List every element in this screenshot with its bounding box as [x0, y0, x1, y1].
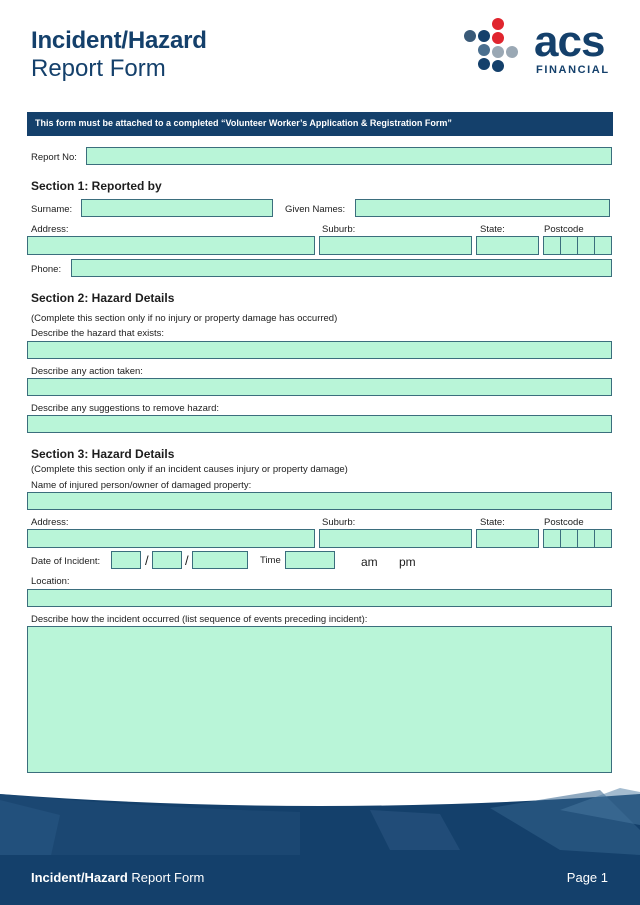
date-day-field[interactable] [111, 551, 141, 569]
suburb-label: Suburb: [322, 224, 356, 235]
describe-incident-field[interactable] [27, 626, 612, 773]
time-label: Time [260, 555, 281, 566]
date-separator: / [145, 553, 149, 568]
phone-field[interactable] [71, 259, 612, 277]
form-subtitle: Report Form [31, 55, 166, 82]
location-field[interactable] [27, 589, 612, 607]
suggestions-label: Describe any suggestions to remove hazard: [31, 403, 219, 414]
date-label: Date of Incident: [31, 556, 101, 567]
page-number: Page 1 [566, 870, 608, 885]
action-field[interactable] [27, 378, 612, 396]
report-no-field[interactable] [86, 147, 612, 165]
given-names-field[interactable] [355, 199, 610, 217]
given-names-label: Given Names: [285, 204, 346, 215]
section1-title: Section 1: Reported by [31, 179, 162, 193]
describe-label: Describe how the incident occurred (list sequence of events preceding incident): [31, 614, 368, 625]
hazard-label: Describe the hazard that exists: [31, 328, 165, 339]
postcode2-label: Postcode [544, 517, 584, 528]
state2-field[interactable] [476, 529, 539, 548]
section2-note: (Complete this section only if no injury or property damage has occurred) [31, 313, 338, 324]
postcode2-field[interactable] [543, 529, 612, 548]
logo-wordmark: acs [534, 17, 605, 66]
address-label: Address: [31, 224, 69, 235]
surname-label: Surname: [31, 204, 73, 215]
address2-label: Address: [31, 517, 69, 528]
injured-label: Name of injured person/owner of damaged property: [31, 480, 252, 491]
address2-field[interactable] [27, 529, 315, 548]
location-label: Location: [31, 576, 70, 587]
suburb-field[interactable] [319, 236, 472, 255]
date-year-field[interactable] [192, 551, 248, 569]
section3-note: (Complete this section only if an incident causes injury or property damage) [31, 464, 348, 475]
suggestions-field[interactable] [27, 415, 612, 433]
am-option[interactable]: am [361, 555, 378, 569]
pm-option[interactable]: pm [399, 555, 416, 569]
footer-wave [0, 780, 640, 905]
postcode-label: Postcode [544, 224, 584, 235]
section2-title: Section 2: Hazard Details [31, 291, 175, 305]
action-label: Describe any action taken: [31, 366, 143, 377]
attachment-banner [27, 112, 613, 136]
form-title: Incident/Hazard [31, 27, 207, 54]
date-month-field[interactable] [152, 551, 182, 569]
banner-text: This form must be attached to a completed “Volunteer Worker’s Application & Registration Form” [35, 118, 452, 128]
state-field[interactable] [476, 236, 539, 255]
surname-field[interactable] [81, 199, 273, 217]
suburb2-label: Suburb: [322, 517, 356, 528]
report-no-label: Report No: [31, 152, 77, 163]
hazard-field[interactable] [27, 341, 612, 359]
logo-subtitle: FINANCIAL [536, 64, 610, 76]
state2-label: State: [480, 517, 505, 528]
address-field[interactable] [27, 236, 315, 255]
date-separator: / [185, 553, 189, 568]
postcode-field[interactable] [543, 236, 612, 255]
suburb2-field[interactable] [319, 529, 472, 548]
time-field[interactable] [285, 551, 335, 569]
injured-field[interactable] [27, 492, 612, 510]
footer-title: Incident/Hazard Report Form [31, 870, 205, 885]
section3-title: Section 3: Hazard Details [31, 447, 175, 461]
phone-label: Phone: [31, 264, 62, 275]
state-label: State: [480, 224, 505, 235]
